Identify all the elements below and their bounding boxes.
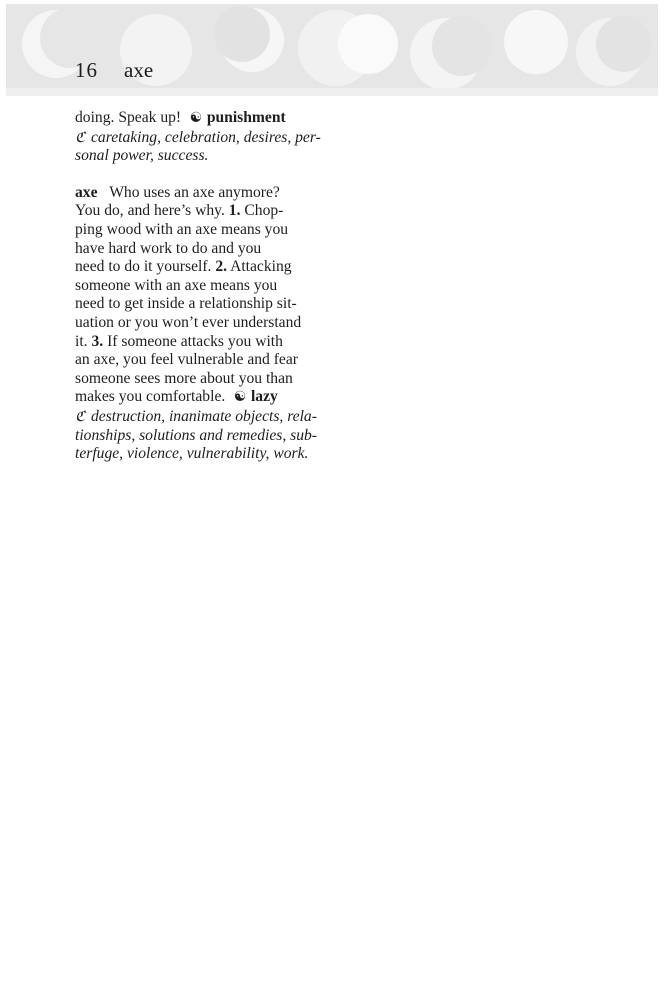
entry-line: an axe, you feel vulnerable and fear [75, 351, 298, 369]
cross-reference-line: tionships, solutions and remedies, sub- [75, 426, 317, 444]
see-also-term: punishment [206, 109, 286, 126]
entry-line: ping wood with an axe means you [75, 220, 289, 238]
cross-reference-line: ℭ caretaking, celebration, desires, per- [75, 128, 321, 146]
cross-reference-line: sonal power, success. [75, 147, 209, 165]
entry-line: it. 3. If someone attacks you with [75, 332, 283, 350]
yin-yang-icon: ☯ [233, 390, 247, 406]
continued-entry-line-1: doing. Speak up! ☯ punishment [75, 109, 317, 129]
entry-line: need to get inside a relationship sit- [75, 295, 297, 313]
page-number: 16 [75, 58, 98, 82]
decorative-header-band [6, 4, 658, 96]
yin-yang-icon: ☯ [189, 111, 203, 126]
sense-number: 1. [228, 202, 241, 220]
entry-headword: axe [75, 183, 98, 201]
sense-number: 2. [215, 258, 228, 276]
entry-separator [75, 166, 317, 184]
entry-line: makes you comfortable. ☯ lazy [75, 388, 317, 408]
running-head: axe [124, 58, 154, 82]
cross-reference-icon: ℭ [75, 129, 86, 146]
moon-pattern-graphic [6, 4, 658, 96]
entry-line: need to do it yourself. 2. Attacking [75, 258, 292, 276]
cross-reference-line: ℭ destruction, inanimate objects, rela- [75, 407, 317, 425]
sense-number: 3. [91, 332, 104, 350]
entry-line: someone with an axe means you [75, 276, 278, 294]
entry-line: You do, and here’s why. 1. Chop- [75, 202, 284, 220]
entry-line: axe Who uses an axe anymore? [75, 183, 280, 201]
dictionary-text-column [75, 109, 321, 464]
entry-line: uation or you won’t ever understand [75, 313, 302, 331]
cross-reference-line: terfuge, violence, vulnerability, work. [75, 445, 309, 463]
entry-line: someone sees more about you than [75, 369, 293, 387]
see-also-term: lazy [250, 388, 278, 406]
cross-reference-icon: ℭ [75, 408, 86, 425]
entry-line: have hard work to do and you [75, 239, 262, 257]
